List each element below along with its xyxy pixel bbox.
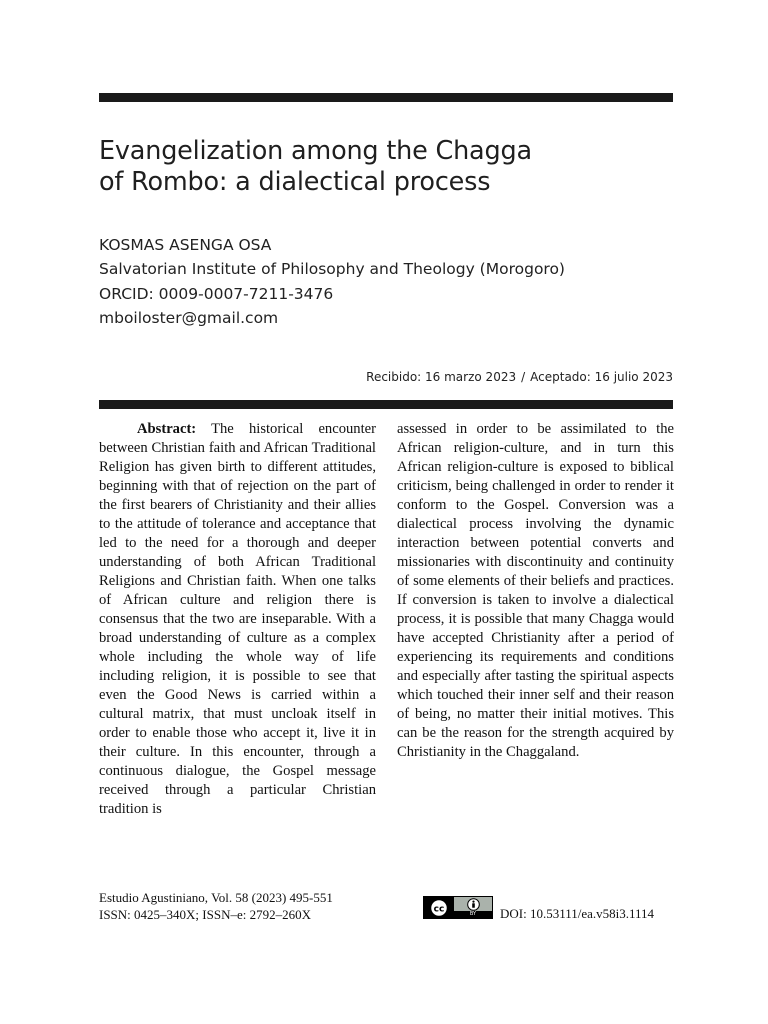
by-label: BY [454,911,492,918]
abstract-column-left [99,420,376,819]
abstract-paragraph-start [99,420,376,819]
abstract-text-left: The historical encounter between Christian faith and African Traditional Religion has given birth to different attitudes, beginning with that of rejection on the part of the first bearers of Christianity and their allies to the attitude of tolerance and acceptance that led to the need for a thorough and deeper understanding of both African Traditional Religions and Christian faith. When one talks of African culture and religion there is consensus that the two are inseparable. With a broad understanding of culture as a complex whole including the whole way of life including religion, it is possible to see that even the Good News is carried within a cultural matrix, that must uncloak itself in order to enable those who accept it, live it in their culture. In this encounter, through a continuous dialogue, the Gospel message received through a particular Christian tradition is [99,421,376,817]
journal-volume: Estudio Agustiniano, Vol. 58 (2023) 495-551 [99,890,333,905]
title-line-1: Evangelization among the Chagga [99,136,532,166]
doi-link[interactable]: DOI: 10.53111/ea.v58i3.1114 [500,906,655,921]
article-title [99,136,673,198]
author-orcid: ORCID: 0009-0007-7211-3476 [99,284,334,303]
submission-dates [366,370,673,384]
author-block [99,233,673,330]
abstract-rule [99,400,673,409]
abstract-text-right: assessed in order to be assimilated to the African religion-culture, and in turn this African religion-culture is exposed to biblical criticism, being challenged in order to render it conform to the Gospel. Conversion was a dialectical process involving the dynamic interaction between potential converts and missionaries with discontinuity and continuity of some elements of their beliefs and practices. If conversion is taken to involve a dialectical process, it is possible that many Chagga would have accepted Christianity after a period of experiencing its requirements and conditions and especially after tasting the spiritual aspects which touched their inner self and their reason of being, no matter their initial motives. This can be the reason for the strength acquired by Christianity in the Chaggaland. [397,421,674,760]
svg-text:cc: cc [433,904,445,914]
author-email[interactable]: mboiloster@gmail.com [99,308,279,327]
author-affiliation: Salvatorian Institute of Philosophy and Theology (Morogoro) [99,260,565,279]
accepted-date: Aceptado: 16 julio 2023 [530,370,673,384]
top-rule [99,93,673,102]
date-separator: / [521,370,526,384]
author-name: KOSMAS ASENGA OSA [99,236,272,254]
journal-citation [99,890,333,923]
journal-issn: ISSN: 0425–340X; ISSN–e: 2792–260X [99,906,311,922]
cc-by-license-icon[interactable] [423,896,493,919]
cc-icon [424,897,454,918]
received-date: Recibido: 16 marzo 2023 [366,370,517,384]
abstract-label: Abstract: [137,421,197,437]
abstract-column-right [397,420,674,762]
title-line-2: of Rombo: a dialectical process [99,167,491,197]
by-icon [454,897,492,918]
